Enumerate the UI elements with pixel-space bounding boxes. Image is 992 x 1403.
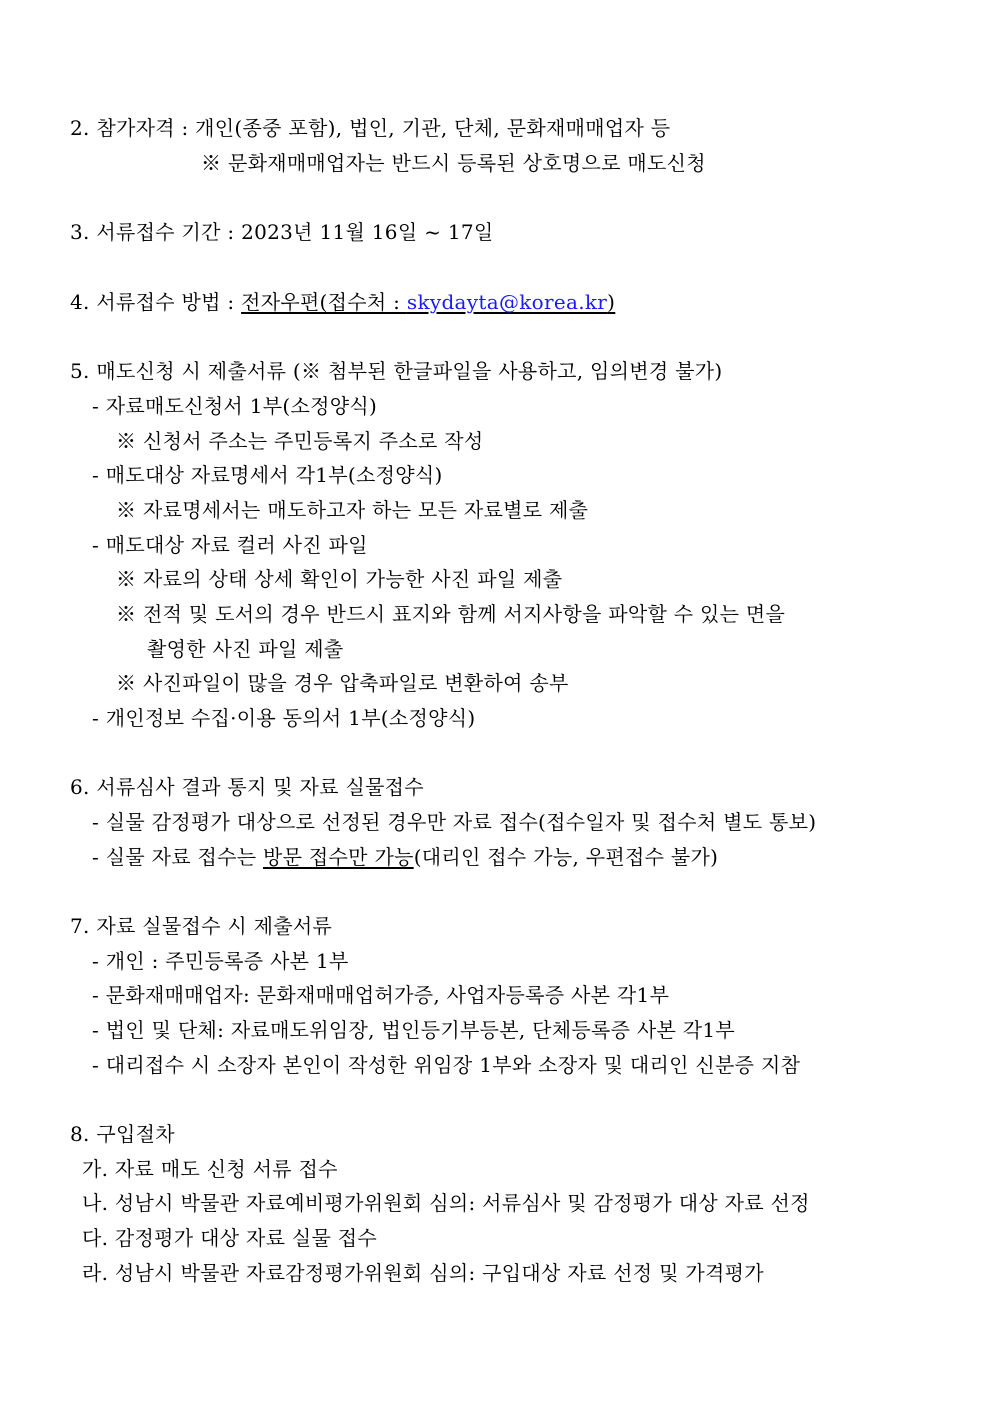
list-note: ※ 자료명세서는 매도하고자 하는 모든 자료별로 제출 — [116, 498, 589, 522]
submission-method — [241, 290, 615, 314]
section-6-title: 6. 서류심사 결과 통지 및 자료 실물접수 — [70, 775, 424, 799]
list-note: ※ 전적 및 도서의 경우 반드시 표지와 함께 서지사항을 파악할 수 있는 면을 — [116, 602, 786, 626]
procedure-step: 다. 감정평가 대상 자료 실물 접수 — [82, 1226, 378, 1250]
list-note: ※ 신청서 주소는 주민등록지 주소로 작성 — [116, 429, 484, 453]
list-item-prefix: - 실물 자료 접수는 — [92, 845, 264, 869]
list-item — [92, 844, 718, 870]
list-item: - 문화재매매업자: 문화재매매업허가증, 사업자등록증 사본 각1부 — [92, 983, 670, 1007]
list-note: ※ 자료의 상태 상세 확인이 가능한 사진 파일 제출 — [116, 567, 563, 591]
list-item: - 자료매도신청서 1부(소정양식) — [92, 394, 378, 418]
section-5-title: 5. 매도신청 시 제출서류 (※ 첨부된 한글파일을 사용하고, 임의변경 불가) — [70, 359, 723, 383]
visit-only-text: 방문 접수만 가능 — [263, 845, 414, 869]
section-4-prefix: 4. 서류접수 방법 : — [70, 290, 242, 314]
email-link[interactable]: skydayta@korea.kr — [406, 290, 608, 314]
list-item: - 법인 및 단체: 자료매도위임장, 법인등기부등본, 단체등록증 사본 각1부 — [92, 1018, 736, 1042]
submission-method-end: ) — [607, 290, 616, 314]
section-2-note: ※ 문화재매매업자는 반드시 등록된 상호명으로 매도신청 — [201, 151, 706, 175]
procedure-step: 가. 자료 매도 신청 서류 접수 — [82, 1157, 338, 1181]
list-note: ※ 사진파일이 많을 경우 압축파일로 변환하여 송부 — [116, 671, 569, 695]
submission-method-label: 전자우편(접수처 : — [241, 290, 407, 314]
procedure-step: 라. 성남시 박물관 자료감정평가위원회 심의: 구입대상 자료 선정 및 가격평가 — [82, 1261, 764, 1285]
section-3-title: 3. 서류접수 기간 : 2023년 11월 16일 ~ 17일 — [70, 220, 494, 244]
section-8-title: 8. 구입절차 — [70, 1122, 175, 1146]
list-item: - 대리접수 시 소장자 본인이 작성한 위임장 1부와 소장자 및 대리인 신분증 지참 — [92, 1053, 801, 1077]
list-item: - 개인정보 수집·이용 동의서 1부(소정양식) — [92, 706, 476, 730]
list-item: - 매도대상 자료 컬러 사진 파일 — [92, 533, 368, 557]
procedure-step: 나. 성남시 박물관 자료예비평가위원회 심의: 서류심사 및 감정평가 대상 자료 선정 — [82, 1191, 810, 1215]
list-item-suffix: (대리인 접수 가능, 우편접수 불가) — [413, 845, 719, 869]
section-7-title: 7. 자료 실물접수 시 제출서류 — [70, 914, 333, 938]
list-item: - 개인 : 주민등록증 사본 1부 — [92, 949, 349, 973]
list-note-continued: 촬영한 사진 파일 제출 — [147, 637, 344, 661]
section-4-title — [70, 289, 615, 315]
section-2-title: 2. 참가자격 : 개인(종중 포함), 법인, 기관, 단체, 문화재매매업자 등 — [70, 116, 671, 140]
list-item: - 매도대상 자료명세서 각1부(소정양식) — [92, 463, 443, 487]
list-item: - 실물 감정평가 대상으로 선정된 경우만 자료 접수(접수일자 및 접수처 별도 통보) — [92, 810, 817, 834]
